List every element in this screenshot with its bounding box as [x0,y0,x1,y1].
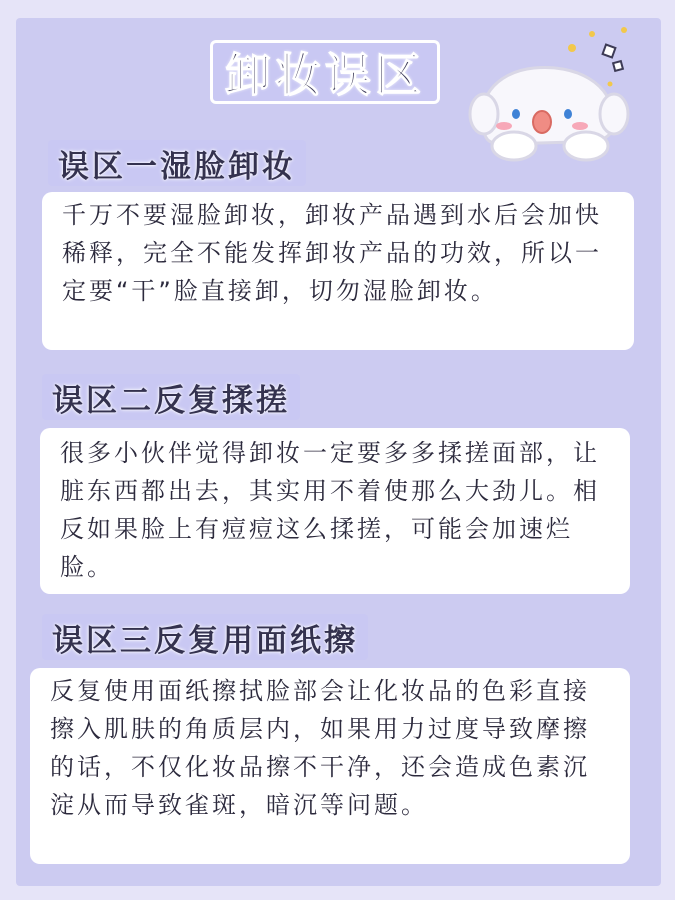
section-3-heading: 误区三反复用面纸擦 [42,614,368,660]
section-2-body: 很多小伙伴觉得卸妆一定要多多揉搓面部，让脏东西都出去，其实用不着使那么大劲儿。相反如果脸上有痘痘这么揉搓，可能会加速烂脸。 [60,439,600,581]
section-2-card [40,428,630,594]
section-1-body: 千万不要湿脸卸妆，卸妆产品遇到水后会加快稀释，完全不能发挥卸妆产品的功效，所以一定要“干”脸直接卸，切勿湿脸卸妆。 [62,201,602,305]
section-3-body: 反复使用面纸擦拭脸部会让化妆品的色彩直接擦入肌肤的角质层内，如果用力过度导致摩擦的话，不仅化妆品擦不干净，还会造成色素沉淀从而导致雀斑，暗沉等问题。 [50,677,590,819]
mascot-illustration [464,22,634,172]
section-2-heading: 误区二反复揉搓 [42,374,300,420]
section-3-card [30,668,630,864]
title-banner [210,40,440,104]
page-title: 卸妆误区 [225,48,425,102]
section-1-heading: 误区一湿脸卸妆 [48,140,306,186]
section-1-card [42,192,634,350]
